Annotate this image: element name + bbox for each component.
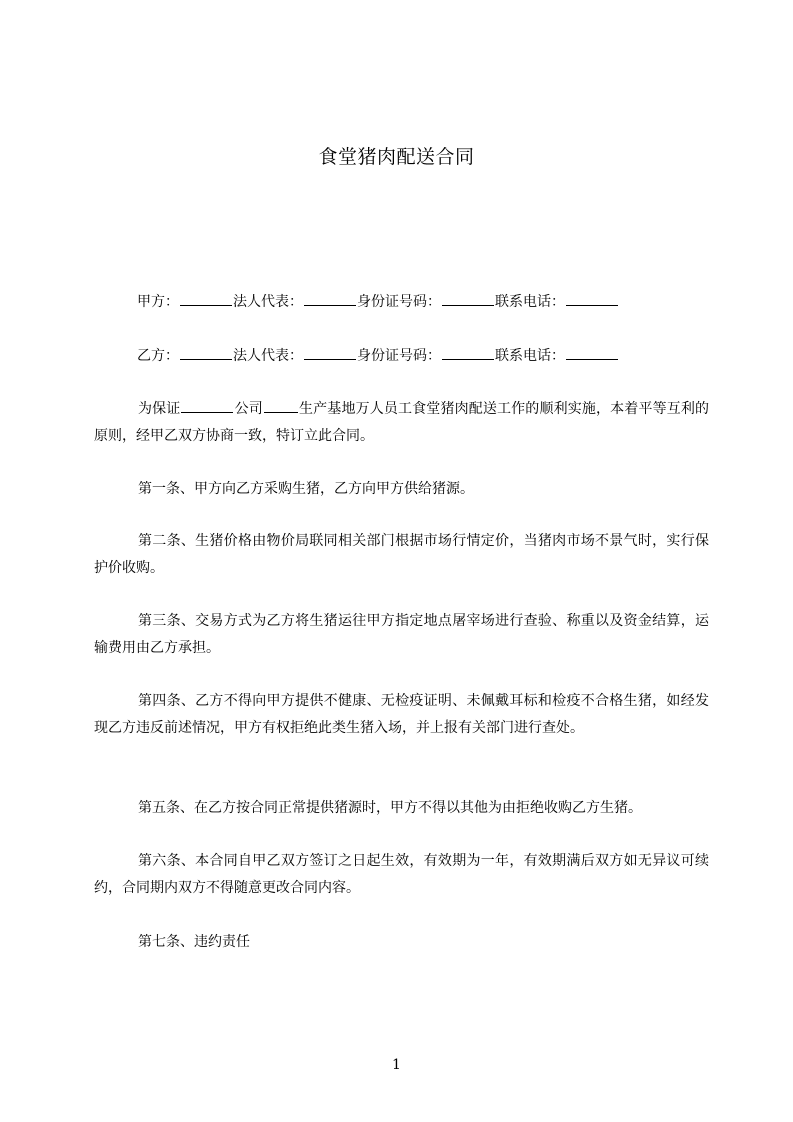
intro-text-3: 生产基地万人员工食堂猪肉配送工作的顺利实施，本着平等互利的原则，经甲乙双方协商一致，特订立此合同。	[94, 401, 710, 444]
party-b-phone-label: 联系电话：	[495, 348, 565, 364]
intro-paragraph	[94, 396, 709, 450]
party-a-legal-rep-blank	[304, 291, 356, 306]
party-a-label: 甲方：	[137, 294, 179, 310]
article-3: 第三条、交易方式为乙方将生猪运往甲方指定地点屠宰场进行查验、称重以及资金结算，运输费用由乙方承担。	[94, 613, 709, 656]
intro-text-2: 公司	[234, 401, 263, 417]
article-1: 第一条、甲方向乙方采购生猪，乙方向甲方供给猪源。	[138, 481, 474, 497]
party-a-phone-label: 联系电话：	[495, 294, 565, 310]
party-b-name-blank	[180, 345, 232, 360]
article-5: 第五条、在乙方按合同正常提供猪源时，甲方不得以其他为由拒绝收购乙方生猪。	[138, 800, 642, 816]
party-a-line	[137, 291, 619, 312]
party-b-legal-rep-label: 法人代表：	[233, 348, 303, 364]
party-b-id-label: 身份证号码：	[357, 348, 441, 364]
party-b-label: 乙方：	[137, 348, 179, 364]
article-4: 第四条、乙方不得向甲方提供不健康、无检疫证明、未佩戴耳标和检疫不合格生猪，如经发现乙方违反前述情况，甲方有权拒绝此类生猪入场，并上报有关部门进行查处。	[94, 693, 709, 736]
intro-text-1: 为保证	[138, 401, 181, 417]
article-2: 第二条、生猪价格由物价局联同相关部门根据市场行情定价，当猪肉市场不景气时，实行保护价收购。	[94, 533, 709, 576]
article-6: 第六条、本合同自甲乙双方签订之日起生效，有效期为一年，有效期满后双方如无异议可续约，合同期内双方不得随意更改合同内容。	[94, 853, 709, 896]
party-a-legal-rep-label: 法人代表：	[233, 294, 303, 310]
party-b-phone-blank	[566, 345, 618, 360]
page-title: 食堂猪肉配送合同	[318, 146, 475, 168]
party-b-line	[137, 345, 619, 366]
party-a-id-label: 身份证号码：	[357, 294, 441, 310]
party-a-id-blank	[442, 291, 494, 306]
company-name-blank	[181, 398, 233, 413]
party-a-phone-blank	[566, 291, 618, 306]
article-7: 第七条、违约责任	[138, 934, 250, 950]
base-name-blank	[264, 398, 298, 413]
page-number: 1	[392, 1057, 401, 1073]
party-b-id-blank	[442, 345, 494, 360]
party-a-name-blank	[180, 291, 232, 306]
party-b-legal-rep-blank	[304, 345, 356, 360]
